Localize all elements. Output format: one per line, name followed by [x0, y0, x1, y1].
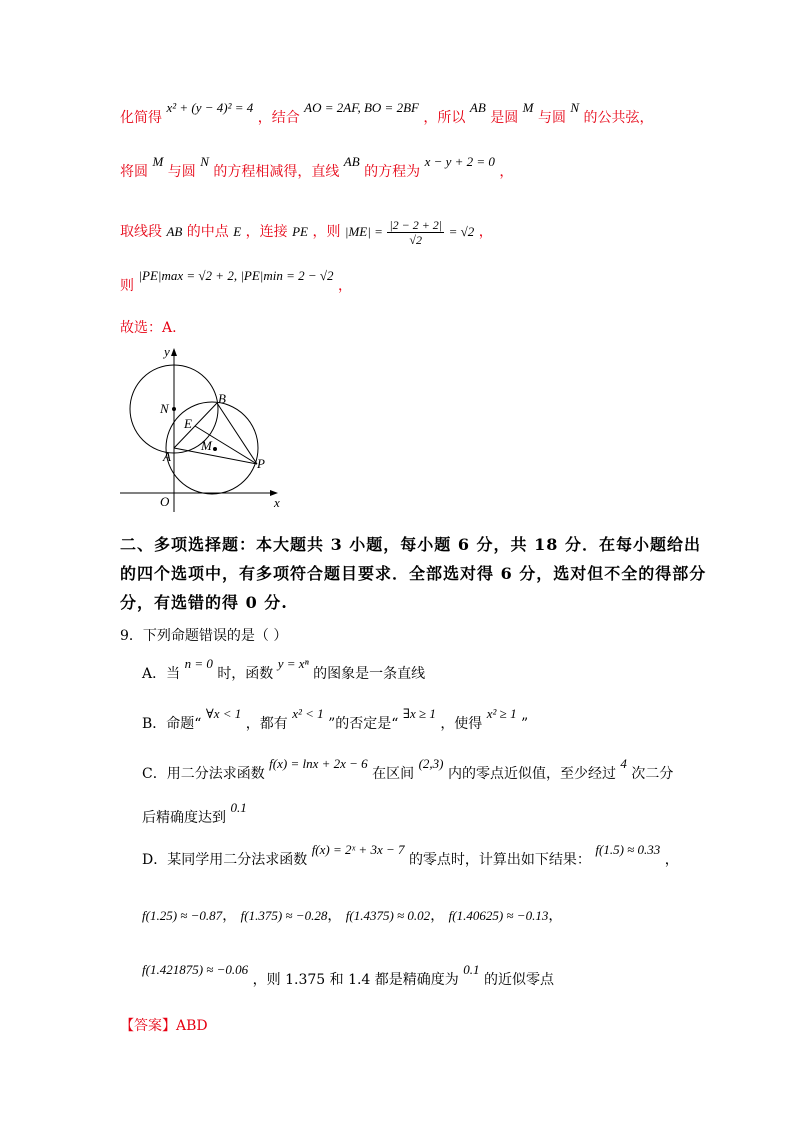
text: 二、多项选择题：本大题共 3 小题，每小题 6 分，共 18 分．在每小题给出 — [120, 535, 701, 554]
text: 与圆 — [167, 164, 196, 180]
equation: f(1.4375) ≈ 0.02 — [345, 908, 431, 923]
text: ，结合 — [257, 110, 300, 126]
math-number: 4 — [620, 756, 627, 771]
math-symbol: AB — [343, 154, 360, 169]
text: 后精确度达到 — [142, 810, 226, 826]
math-symbol: E — [233, 224, 242, 239]
label-b: B — [218, 391, 226, 406]
label-y: y — [164, 344, 170, 359]
text: ， — [337, 278, 352, 294]
equation: x² + (y − 4)² = 4 — [166, 100, 254, 115]
point-n — [172, 407, 176, 411]
fraction-denominator: √2 — [409, 232, 422, 247]
segment-bp — [217, 403, 257, 464]
math-symbol: N — [200, 154, 209, 169]
equation: x² ≥ 1 — [486, 706, 517, 721]
option-d-values — [142, 906, 562, 926]
solution-line-4 — [120, 268, 352, 296]
answer-value: ABD — [176, 1018, 208, 1034]
text: 的近似零点 — [483, 972, 554, 988]
equation: = √2 — [448, 224, 475, 239]
text: ， — [478, 224, 493, 240]
equation: f(1.40625) ≈ −0.13 — [448, 908, 549, 923]
section-heading-line-2 — [120, 563, 706, 585]
equation: f(x) = lnx + 2x − 6 — [269, 756, 368, 771]
text: 将圆 — [120, 164, 148, 180]
math-symbol: PE — [292, 224, 308, 239]
geometry-figure — [118, 340, 288, 515]
text: ” — [521, 716, 529, 732]
text: 故选：A. — [120, 320, 177, 336]
text: 内的零点近似值，至少经过 — [447, 766, 616, 782]
text: ”的否定是“ — [328, 716, 399, 732]
text: ，所以 — [423, 110, 466, 126]
math-symbol: M — [522, 100, 534, 115]
text: ， — [664, 852, 679, 868]
circle-m — [166, 402, 258, 494]
text: 分，有选错的得 0 分. — [120, 593, 288, 612]
text: 则 — [120, 278, 134, 294]
option-d-conclusion — [142, 962, 554, 990]
answer-line — [120, 1016, 208, 1036]
equation: f(1.375) ≈ −0.28 — [240, 908, 328, 923]
answer-label: 【答案】 — [120, 1018, 176, 1034]
y-axis-arrow-icon — [171, 348, 177, 356]
text: 的四个选项中，有多项符合题目要求．全部选对得 6 分，选对但不全的得部分 — [120, 564, 707, 583]
text: B．命题“ — [142, 716, 202, 732]
separator: ， — [430, 908, 445, 924]
equation: f(1.5) ≈ 0.33 — [595, 842, 661, 857]
question-stem — [120, 626, 287, 646]
section-heading-line-3 — [120, 592, 288, 614]
equation: f(1.421875) ≈ −0.06 — [142, 962, 249, 977]
text: ，则 1.375 和 1.4 都是精确度为 — [252, 972, 459, 988]
text: D．某同学用二分法求函数 — [142, 852, 308, 868]
text: 在区间 — [372, 766, 415, 782]
math-number: 0.1 — [230, 800, 247, 815]
separator: ， — [548, 908, 563, 924]
text: 与圆 — [537, 110, 566, 126]
option-d — [142, 842, 679, 870]
point-m — [213, 447, 217, 451]
equation: f(x) = 2ˣ + 3x − 7 — [311, 842, 405, 857]
label-a: A — [163, 449, 171, 464]
label-n: N — [160, 401, 169, 416]
equation: y = xⁿ — [277, 656, 309, 671]
math-symbol: M — [152, 154, 164, 169]
label-o: O — [160, 494, 170, 509]
text: C．用二分法求函数 — [142, 766, 265, 782]
text: ， — [499, 164, 514, 180]
option-c-continued — [142, 800, 247, 828]
equation: ∀x < 1 — [205, 706, 242, 721]
math-symbol: AB — [166, 224, 183, 239]
text: 的中点 — [186, 224, 229, 240]
text: 是圆 — [490, 110, 519, 126]
label-m: M — [201, 438, 212, 453]
text: A．当 — [142, 666, 181, 682]
section-heading-line-1 — [120, 534, 701, 556]
text: ，则 — [312, 224, 341, 240]
text: 的零点时，计算出如下结果： — [408, 852, 591, 868]
label-p: P — [257, 456, 265, 471]
math-number: 0.1 — [463, 962, 480, 977]
fraction-numerator: |2 − 2 + 2| — [389, 217, 443, 232]
text: 的公共弦， — [583, 110, 654, 126]
math-symbol: N — [570, 100, 580, 115]
text: 的图象是一条直线 — [313, 666, 426, 682]
equation: ∃x ≥ 1 — [402, 706, 436, 721]
me-equation — [344, 217, 479, 247]
text: 取线段 — [120, 224, 162, 240]
option-a — [142, 656, 426, 684]
separator: ， — [327, 908, 342, 924]
solution-line-3 — [120, 216, 493, 248]
solution-line-2 — [120, 154, 514, 182]
equation: AO = 2AF, BO = 2BF — [304, 100, 419, 115]
text: ，连接 — [245, 224, 288, 240]
text: 的方程为 — [364, 164, 421, 180]
text: ，使得 — [440, 716, 483, 732]
math-symbol: AB — [469, 100, 486, 115]
text: ，都有 — [245, 716, 288, 732]
equation: x² < 1 — [292, 706, 324, 721]
equation: (2,3) — [418, 756, 444, 771]
separator: ， — [222, 908, 237, 924]
label-x: x — [274, 495, 280, 510]
solution-line-1 — [120, 100, 654, 128]
option-b — [142, 706, 529, 734]
equation: f(1.25) ≈ −0.87 — [142, 908, 223, 923]
equation: x − y + 2 = 0 — [424, 154, 495, 169]
equation: n = 0 — [184, 656, 213, 671]
text: 次二分 — [631, 766, 674, 782]
text: 的方程相减得，直线 — [213, 164, 340, 180]
label-e: E — [184, 416, 192, 431]
fraction — [387, 218, 444, 247]
solution-conclusion — [120, 318, 177, 338]
equation: |ME| = — [344, 224, 383, 239]
text: 化简得 — [120, 110, 162, 126]
text: 9．下列命题错误的是（ ） — [120, 628, 288, 644]
equation: |PE|max = √2 + 2, |PE|min = 2 − √2 — [138, 268, 334, 283]
option-c — [142, 756, 674, 784]
text: 时，函数 — [217, 666, 274, 682]
